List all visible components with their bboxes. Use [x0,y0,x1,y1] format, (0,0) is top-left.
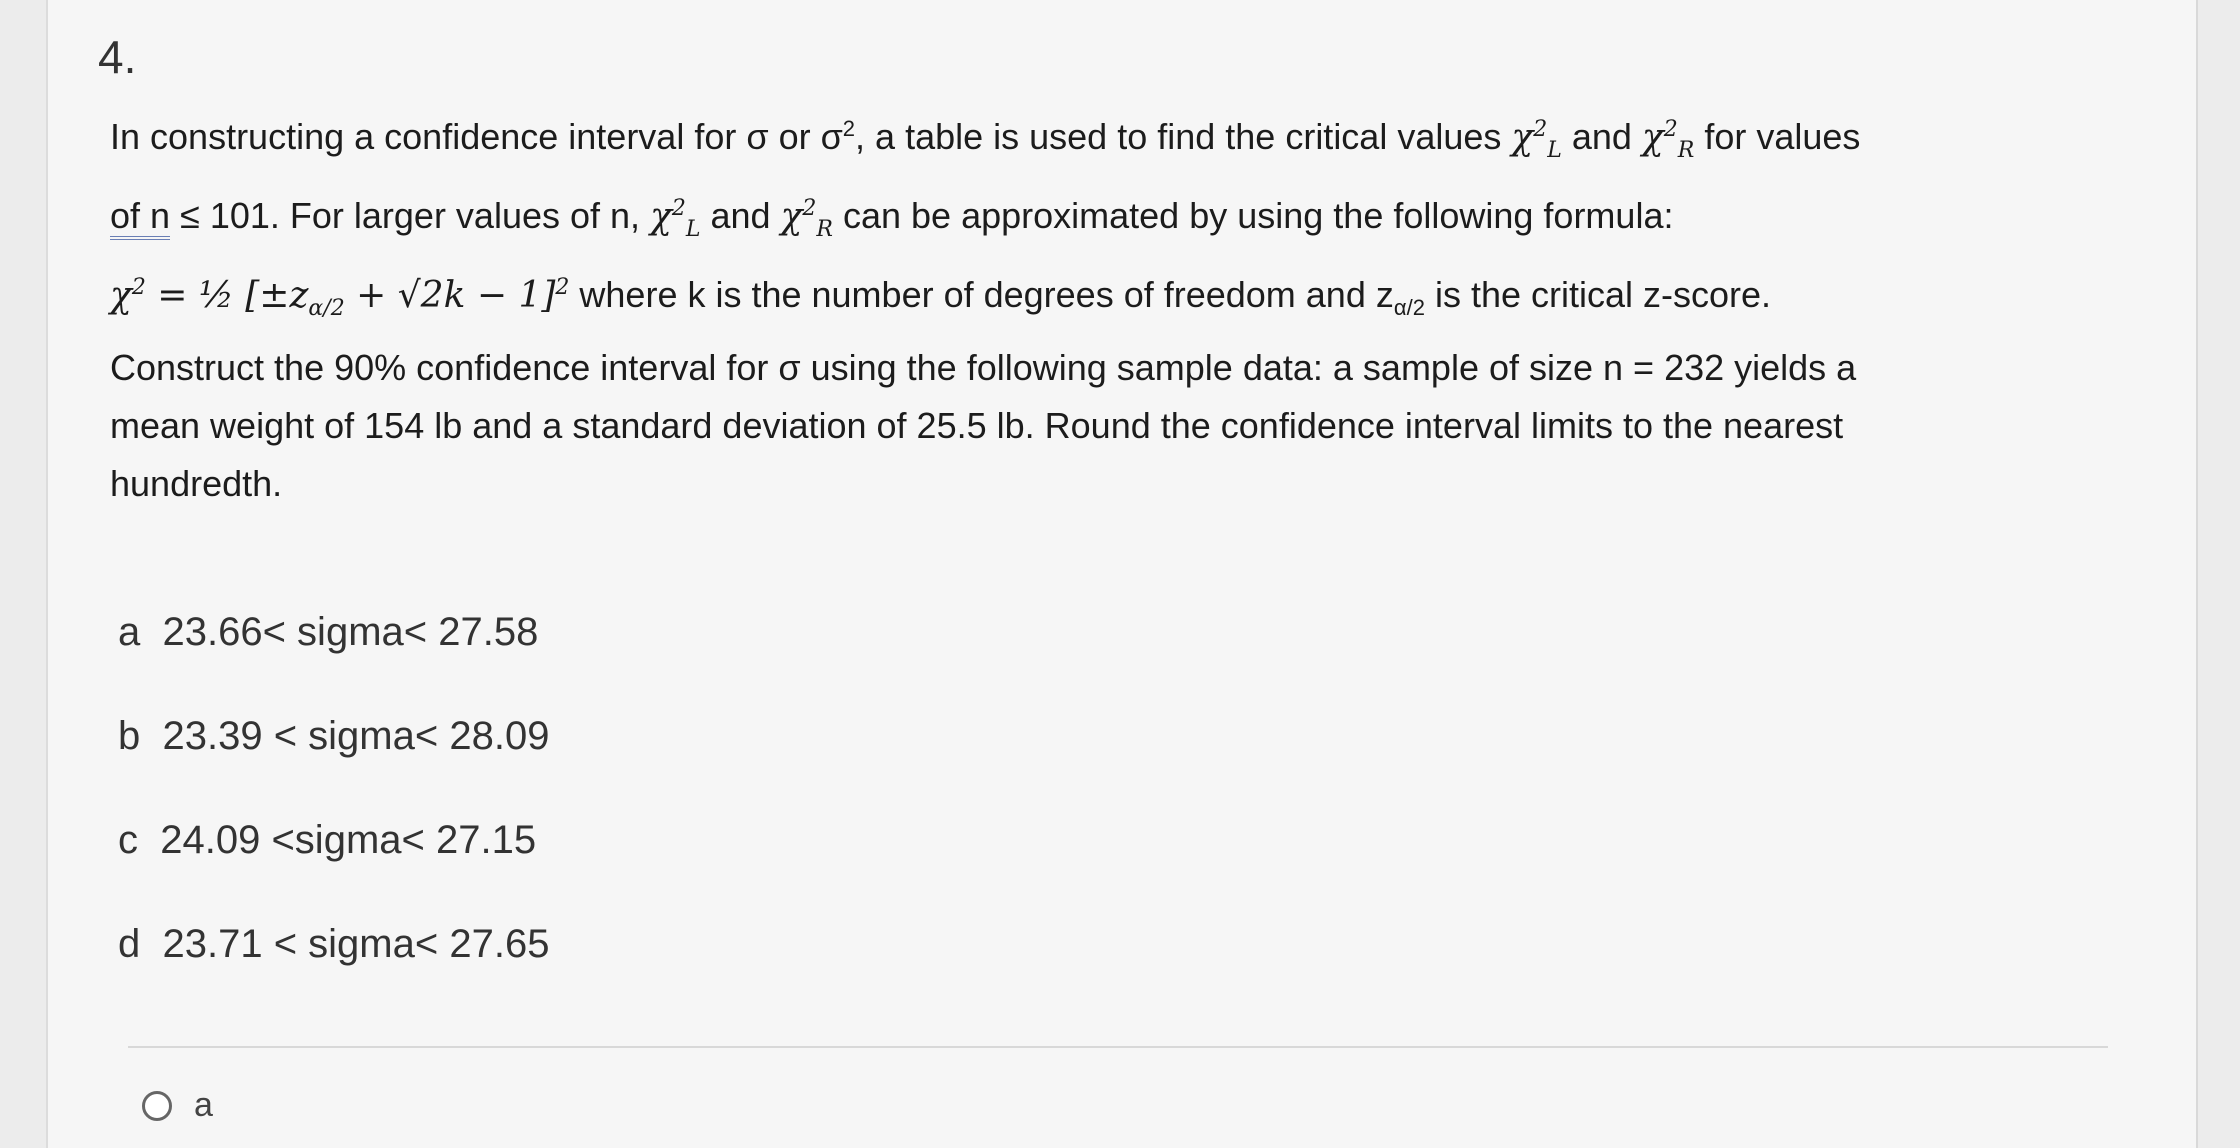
choice-list [118,610,549,1026]
underlined-text: of n [110,195,170,240]
choice-text: 24.09 <sigma< 27.15 [160,818,537,862]
choice-letter: a [118,610,141,654]
stem-text: can be approximated by using the following formula: [832,195,1674,237]
choice-d [118,922,549,970]
chi-r-symbol: $\chi^2_R$ [1641,117,1695,164]
stem-line-1 [110,100,2120,180]
question-stem [110,100,2120,513]
stem-text: where k is the number of degrees of freedom and z [569,274,1394,316]
superscript: 2 [842,116,856,141]
answer-option-label[interactable]: a [194,1086,213,1124]
choice-letter: c [118,818,138,862]
formula: $\chi^2$ = ½ $[\pm z_{\alpha/2} + √2k - 1]^2$ [110,275,570,322]
right-scroll-margin [2196,0,2240,1148]
stem-text: In constructing a confidence interval for σ or σ [110,116,843,157]
answer-option-a[interactable] [142,1086,213,1125]
choice-text: 23.66< sigma< 27.58 [162,610,539,654]
choice-letter: d [118,922,141,966]
chi-l-symbol: $\chi^2_L$ [650,196,701,243]
stem-line-6: hundredth. [110,462,283,504]
left-margin [0,0,48,1148]
choice-a [118,610,549,658]
stem-text: for values [1694,116,1861,157]
radio-button[interactable] [142,1091,172,1121]
choice-text: 23.39 < sigma< 28.09 [162,714,550,758]
choice-b [118,714,549,762]
stem-line-4: Construct the 90% confidence interval for σ using the following sample data: a sample of size n = 232 yields a [110,346,1857,388]
stem-line-5: mean weight of 154 lb and a standard deviation of 25.5 lb. Round the confidence interval limits to the nearest [110,404,1844,446]
divider [128,1046,2108,1048]
question-number: 4. [98,31,137,83]
chi-r-symbol: $\chi^2_R$ [780,196,833,243]
stem-line-formula [110,259,2120,338]
chi-l-symbol: $\chi^2_L$ [1511,117,1562,164]
choice-c [118,818,549,866]
stem-line-2 [110,180,2120,259]
stem-text: , a table is used to find the critical values [855,116,1512,157]
stem-text: and [700,195,781,237]
stem-text: is the critical z-score. [1424,274,1772,316]
choice-letter: b [118,714,141,758]
stem-text: and [1561,116,1642,157]
choice-text: 23.71 < sigma< 27.65 [162,922,550,966]
subscript: α/2 [1393,295,1425,321]
stem-text: ≤ 101. For larger values of n, [180,195,651,237]
